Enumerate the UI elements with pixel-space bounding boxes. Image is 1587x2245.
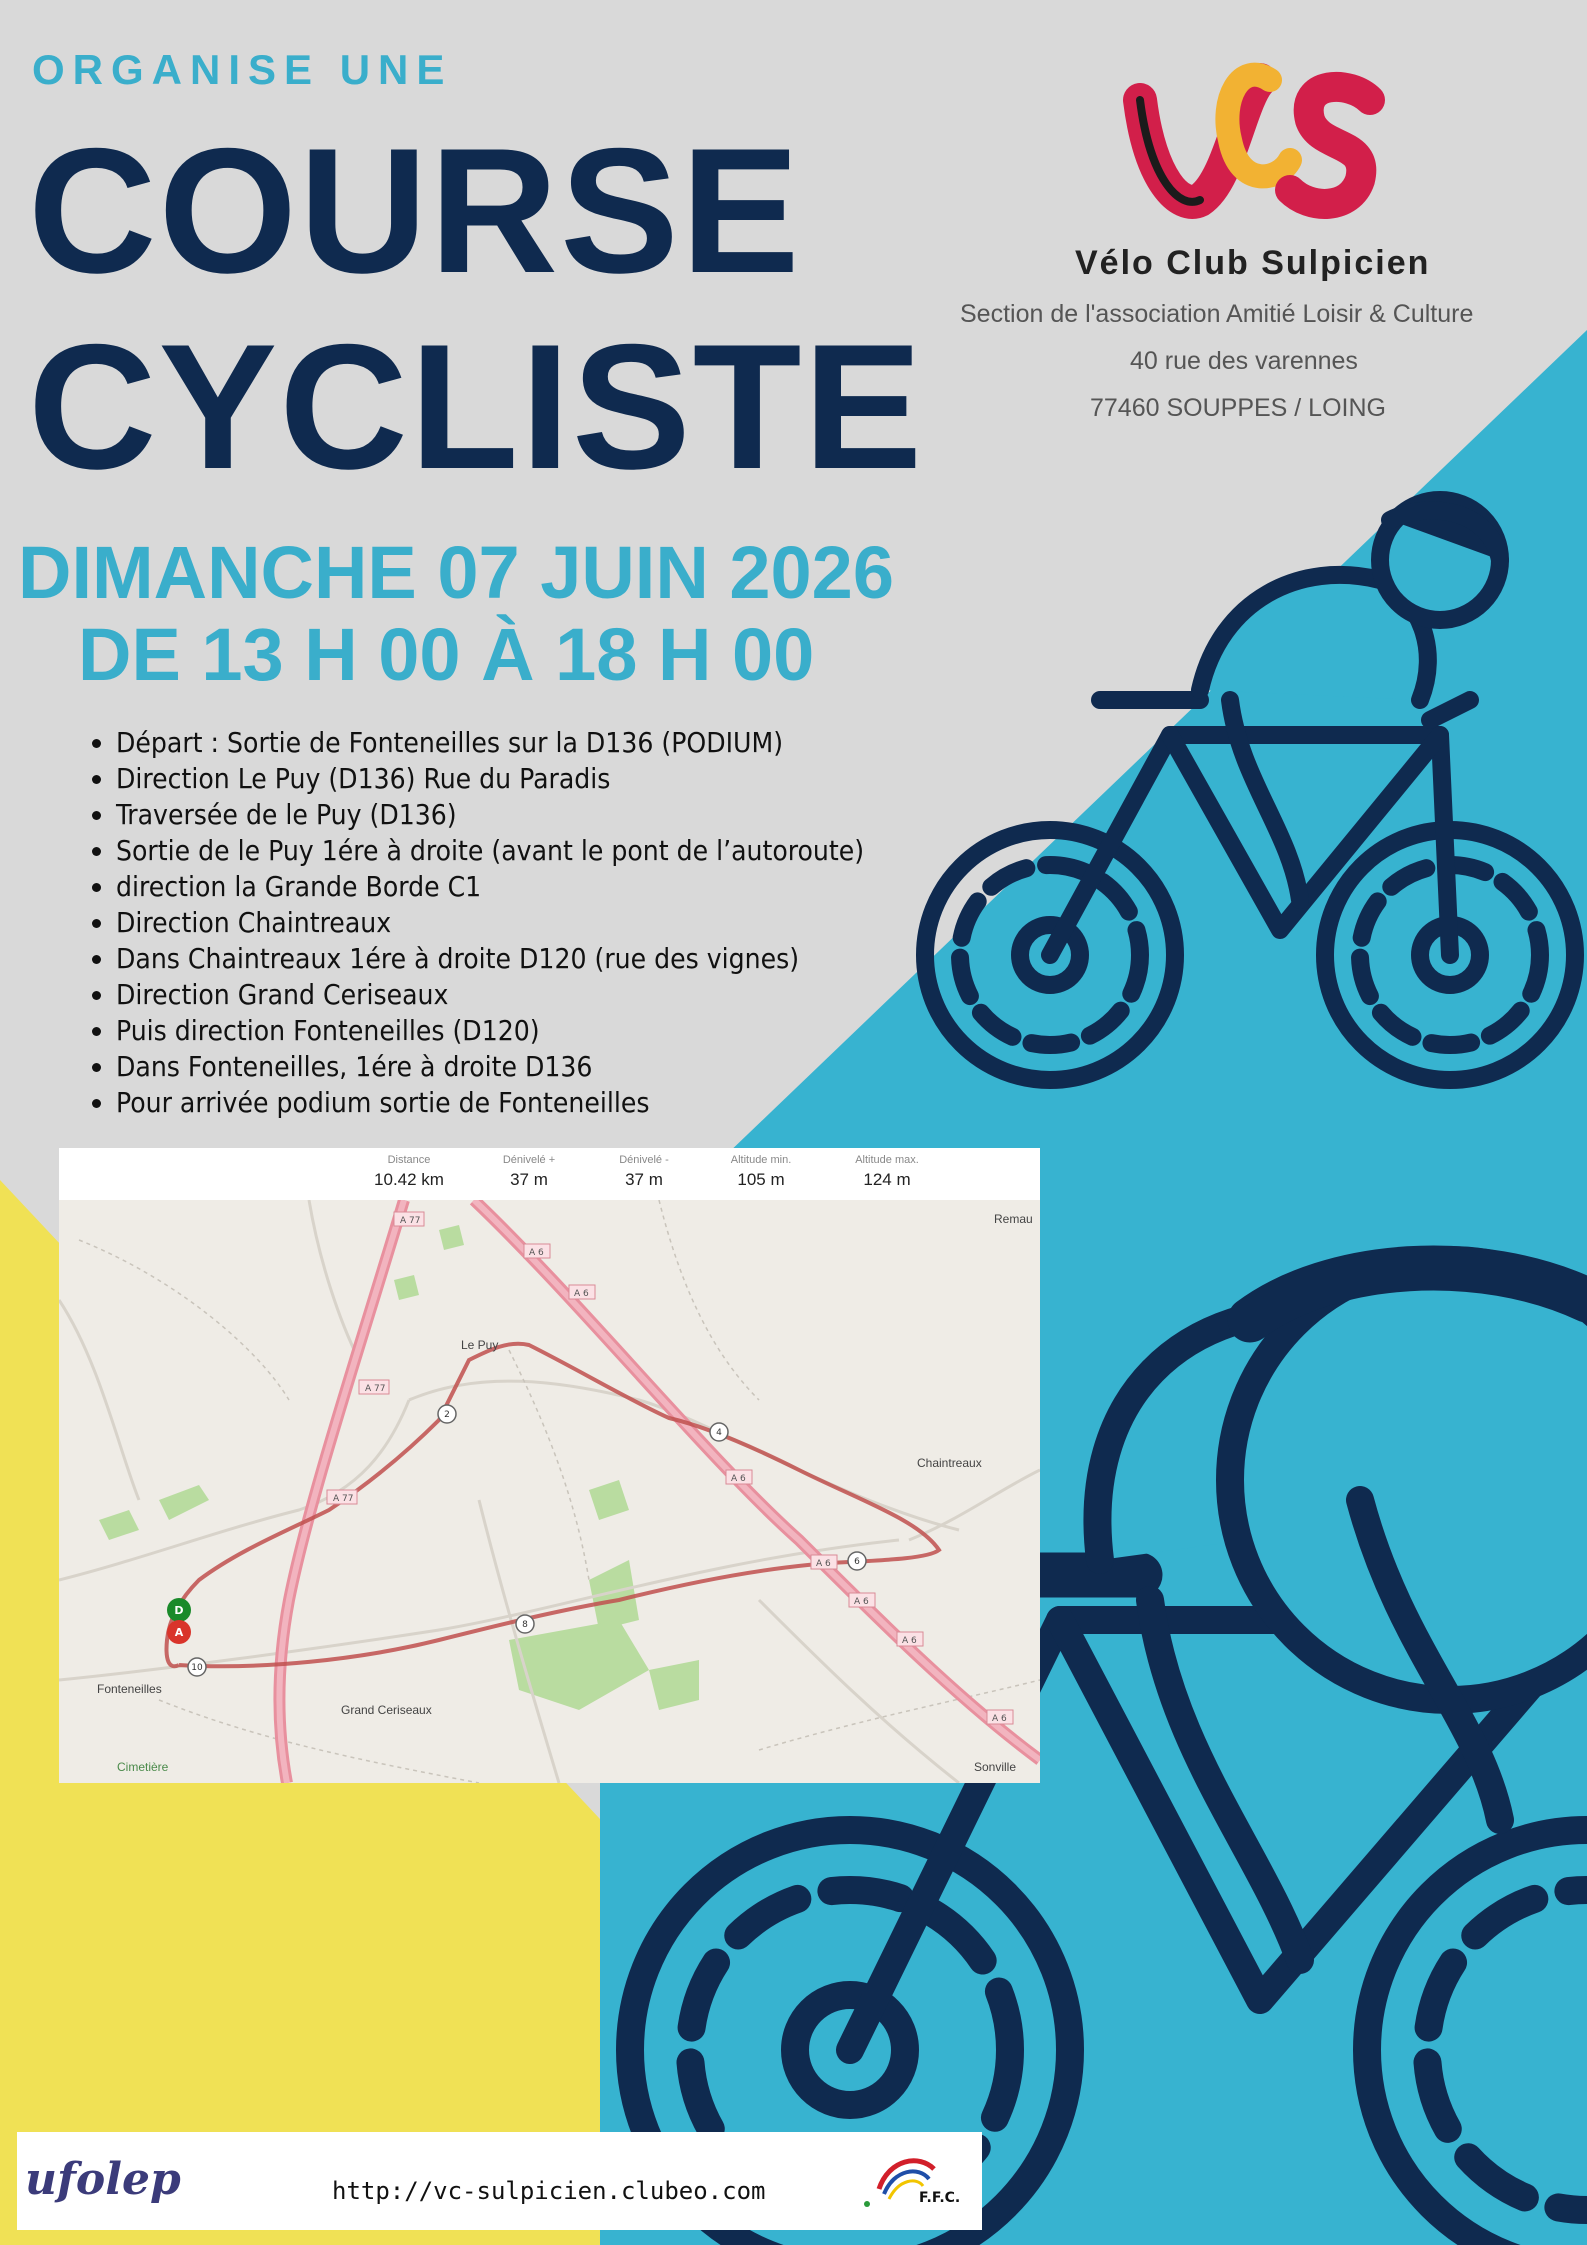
place-cimetiere: Cimetière [117,1760,169,1774]
svg-text:10: 10 [191,1663,203,1673]
stat-distance: Distance 10.42 km [374,1154,444,1189]
svg-text:A 6: A 6 [731,1474,746,1484]
svg-text:D: D [174,1604,184,1617]
place-grand-ceriseaux: Grand Ceriseaux [341,1703,432,1717]
svg-text:A 6: A 6 [816,1559,831,1569]
map-stats-bar [59,1148,1040,1200]
route-step: • Puis direction Fonteneilles (D120) [116,1013,864,1049]
ufolep-logo: ufolep [25,2154,181,2205]
route-step: • Direction Le Puy (D136) Rue du Paradis [116,761,864,797]
route-step: • Direction Chaintreaux [116,905,864,941]
svg-text:A 6: A 6 [902,1636,917,1646]
svg-text:A 6: A 6 [992,1714,1007,1724]
title-line-1: COURSE [28,111,802,310]
club-name: Vélo Club Sulpicien [1075,244,1431,282]
svg-text:A 77: A 77 [365,1384,386,1394]
route-map [59,1148,1040,1783]
footer-bar [17,2132,982,2230]
place-remau: Remau [994,1212,1033,1226]
event-date: DIMANCHE 07 JUIN 2026 [18,531,894,614]
kicker-text: ORGANISE UNE [32,46,453,93]
route-step: • Départ : Sortie de Fonteneilles sur la D136 (PODIUM) [116,725,864,761]
svg-text:8: 8 [522,1620,528,1630]
svg-text:A 77: A 77 [333,1494,354,1504]
svg-text:A 6: A 6 [529,1248,544,1258]
svg-text:F.F.C.: F.F.C. [919,2190,961,2206]
route-step: • Sortie de le Puy 1ére à droite (avant le pont de l’autoroute) [116,833,864,869]
route-step: • direction la Grande Borde C1 [116,869,864,905]
club-city: 77460 SOUPPES / LOING [1090,394,1386,422]
svg-text:A 77: A 77 [400,1216,421,1226]
title-line-2: CYCLISTE [28,307,925,506]
svg-text:A: A [174,1626,184,1639]
event-time: DE 13 H 00 À 18 H 00 [78,613,815,696]
stat-altitude-max: Altitude max. 124 m [855,1154,919,1189]
route-step: • Dans Fonteneilles, 1ére à droite D136 [116,1049,864,1085]
ffc-logo [859,2144,969,2214]
route-step: • Direction Grand Ceriseaux [116,977,864,1013]
route-step: • Dans Chaintreaux 1ére à droite D120 (rue des vignes) [116,941,864,977]
svg-text:A 6: A 6 [574,1289,589,1299]
place-le-puy: Le Puy [461,1338,499,1352]
place-sonville: Sonville [974,1760,1017,1774]
stat-altitude-min: Altitude min. 105 m [730,1154,792,1189]
route-step: • Pour arrivée podium sortie de Fonteneilles [116,1085,864,1121]
place-fonteneilles: Fonteneilles [97,1682,162,1696]
club-street: 40 rue des varennes [1130,347,1358,375]
place-chaintreaux: Chaintreaux [917,1456,982,1470]
website-link[interactable]: http://vc-sulpicien.clubeo.com [332,2177,766,2205]
svg-text:4: 4 [716,1428,722,1438]
km-markers [188,1405,866,1676]
club-logo [1120,40,1390,235]
map-canvas [59,1200,1040,1783]
svg-text:2: 2 [444,1410,450,1420]
route-list [80,725,864,1121]
club-section: Section de l'association Amitié Loisir & Culture [960,300,1474,328]
route-step: • Traversée de le Puy (D136) [116,797,864,833]
svg-text:6: 6 [854,1557,860,1567]
stat-elevation-loss: Dénivelé - 37 m [619,1154,669,1189]
svg-text:A 6: A 6 [854,1597,869,1607]
stat-elevation-gain: Dénivelé + 37 m [502,1154,556,1189]
